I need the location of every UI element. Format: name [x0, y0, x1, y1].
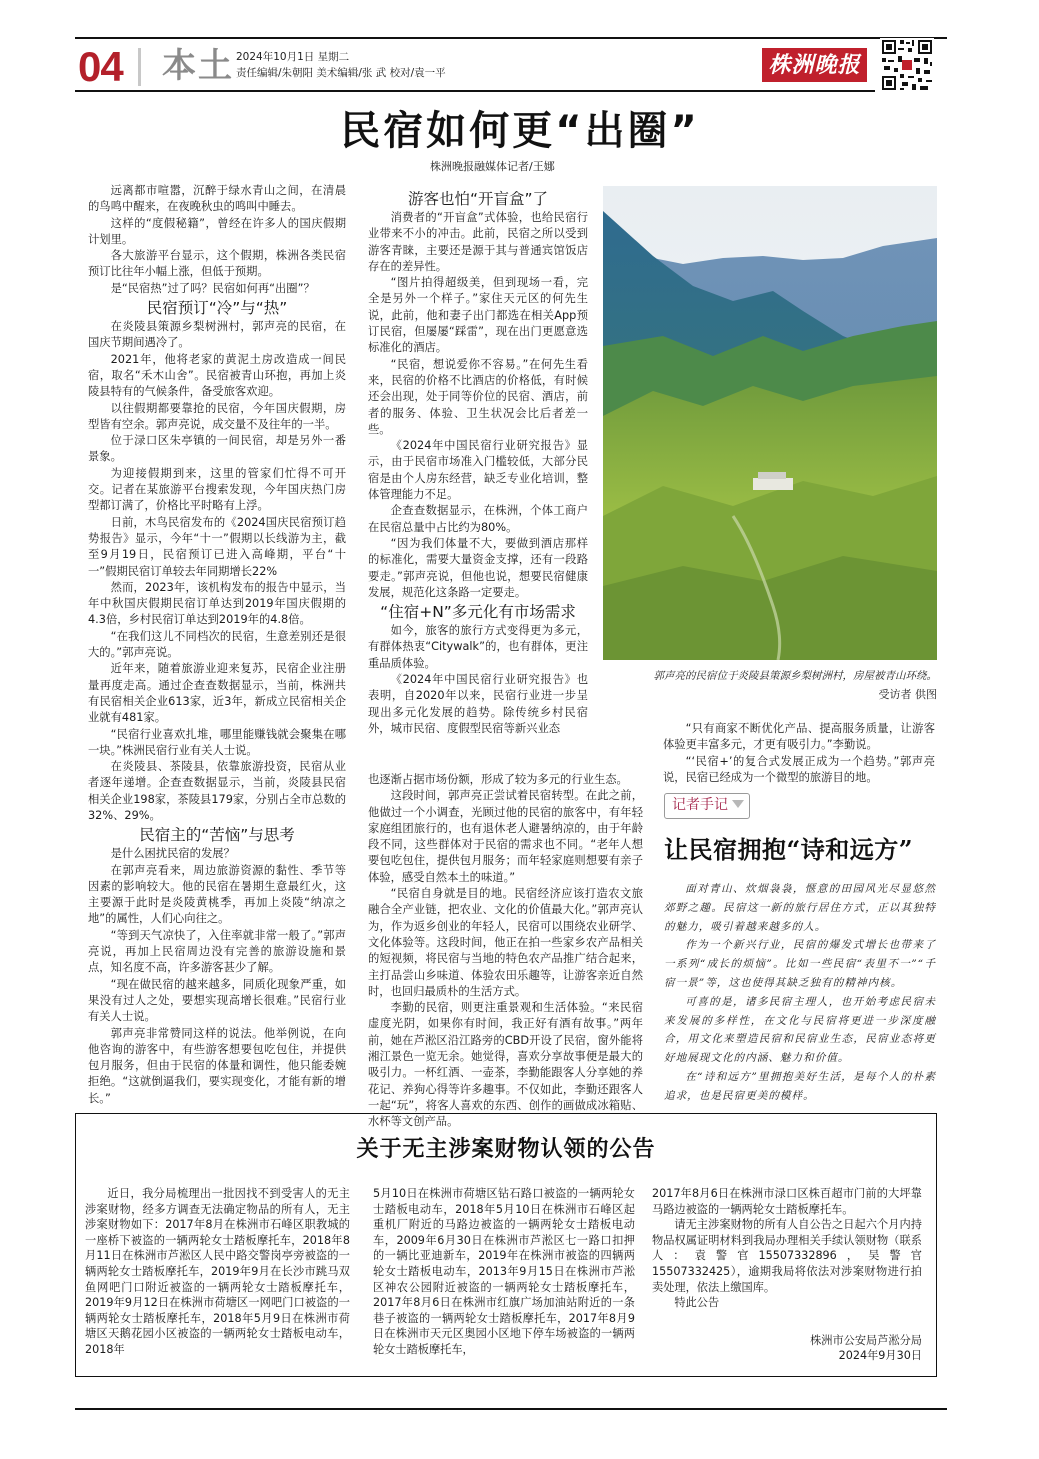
article-headline: 民宿如何更“出圈”: [340, 108, 700, 154]
paragraph: 这段时间，郭声亮正尝试着民宿转型。在此之前，他做过一个小调查，光顾过他的民宿的旅客中，有年轻家庭组团旅行的，也有退休老人避暑纳凉的，由于年龄段不同，这些群体对于民宿的需求也不同。“老年人想要包吃包住，提供包月服务；而年轻家庭则想要有亲子体验，感受自然本土的味道。”: [368, 789, 643, 884]
masthead-bottom-rule: [75, 90, 875, 92]
article-byline: 株洲晚报融媒体记者/王娜: [430, 160, 555, 173]
editor-credits: 责任编辑/朱朝阳 美术编辑/张 武 校对/袁一平: [236, 67, 446, 79]
paragraph: 作为一个新兴行业，民宿的爆发式增长也带来了一系列“成长的烦恼”。比如一些民宿“表里不一”“千宿一景”等，这也使得其缺乏独有的精神内核。: [664, 939, 936, 989]
reporter-note-label: 记者手记: [672, 797, 728, 813]
paragraph: 为迎接假期到来，这里的管家们忙得不可开交。记者在某旅游平台搜索发现，今年国庆热门房型都订满了，价格比平时略有上浮。: [88, 466, 346, 513]
notice-closing: 特此公告: [674, 1296, 720, 1310]
section-heading: 民宿主的“苦恼”与思考: [139, 826, 295, 845]
triangle-down-icon: [732, 800, 744, 808]
paragraph: 是“民宿热”过了吗？民宿如何再“出圈”？: [110, 281, 315, 295]
photo-caption: 郭声亮的民宿位于炎陵县策源乡梨树洲村，房屋被青山环绕。: [653, 670, 937, 682]
paragraph: 郭声亮非常赞同这样的说法。他举例说，在向他咨询的游客中，有些游客想要包吃包住，并提供包月服务，但由于民宿的体量和调性，他只能委婉拒绝。“这就倒逼我们，要实现变化，才能有新的增长。”: [88, 1026, 346, 1105]
paragraph: “‘民宿+’的复合式发展正成为一个趋势。”郭声亮说，民宿已经成为一个微型的旅游目的地。: [663, 754, 935, 784]
paragraph: 可喜的是，诸多民宿主理人，也开始考虑民宿未来发展的多样性，在文化与民宿将更进一步深度融合，用文化来塑造民宿和民宿业生态，民宿业态将更好地展现文化的内涵、魅力和价值。: [664, 995, 936, 1065]
spacer: [652, 1311, 922, 1333]
paragraph: 近年来，随着旅游业迎来复苏，民宿企业注册量再度走高。通过企查查数据显示，当前，株洲共有民宿相关企业613家，近3年，新成立民宿相关企业就有481家。: [88, 662, 346, 725]
masthead-divider: [138, 48, 141, 86]
reporter-note-title: 让民宿拥抱“诗和远方”: [664, 835, 914, 864]
paragraph: 2021年，他将老家的黄泥土房改造成一间民宿，取名“禾木山舍”。民宿被青山环抱，再加上炎陵县特有的气候条件，备受旅客欢迎。: [88, 352, 346, 399]
paragraph: 远离都市喧嚣，沉醉于绿水青山之间，在清晨的鸟鸣中醒来，在夜晚秋虫的鸣叫中睡去。: [88, 184, 346, 214]
paragraph: 近日，我分局梳理出一批因找不到受害人的无主涉案财物，经多方调查无法确定物品的所有人，无主涉案财物如下：2017年8月在株洲市石峰区职教城的一座桥下被盗的一辆两轮女士踏板摩托车，2018年8月11日在株洲市芦淞区人民中路交警岗亭旁被盗的一辆两轮女士踏板摩托车，2019年9月在长沙市跳马双鱼网吧门口附近被盗的一辆两轮女士踏板摩托车，2019年9月12日在株洲市荷塘区一网吧门口被盗的一辆两轮女士踏板摩托车，2018年5月9日在株洲市荷塘区天鹅花园小区被盗的一辆两轮女士踏板电动车，2018年: [85, 1187, 350, 1356]
reporter-note-body: [664, 880, 936, 1106]
paragraph: 请无主涉案财物的所有人自公告之日起六个月内持物品权属证明材料到我局办理相关手续认领财物（联系人：袁警官15507332896，吴警官15507332425），逾期我局将依法对涉案财物进行拍卖处理，依法上缴国库。: [652, 1218, 922, 1294]
paragraph: “只有商家不断优化产品、提高服务质量，让游客体验更丰富多元，才更有吸引力。”李勤说。: [663, 722, 935, 752]
issue-date: 2024年10月1日 星期二: [236, 51, 350, 63]
mountain-landscape-photo: [603, 186, 937, 660]
notice-title: 关于无主涉案财物认领的公告: [356, 1137, 656, 1162]
section-name: 本土: [162, 46, 234, 86]
notice-column-2: [373, 1186, 635, 1358]
paragraph: 各大旅游平台显示，这个假期，株洲各类民宿预订比往年小幅上涨，但低于预期。: [88, 249, 346, 279]
paragraph: “民宿，想说爱你不容易。”在何先生看来，民宿的价格不比酒店的价格低，有时候还会出现，处于同等价位的民宿、酒店，前者的服务、体验、卫生状况会比后者差一些。: [368, 357, 588, 436]
article-column-1: [88, 183, 346, 1107]
paragraph: 面对青山、炊烟袅袅，惬意的田园风光尽显悠然郊野之趣。民宿这一新的旅行居住方式，正以其独特的魅力，吸引着越来越多的人。: [664, 883, 936, 933]
paragraph: 这样的“度假秘籍”，曾经在许多人的国庆假期计划里。: [88, 216, 346, 246]
paragraph: “民宿自身就是目的地。民宿经济应该打造农文旅融合全产业链，把农业、文化的价值最大化。”郭声亮认为，作为返乡创业的年轻人，民宿可以围绕农业研学、文化体验等。这段时间，他正在拍一些家乡农产品相关的短视频，将民宿与当地的特色农产品推广结合起来，主打品尝山乡味道、体验农田乐趣等，让游客亲近自然时，也回归最质朴的生活方式。: [368, 887, 643, 998]
paragraph: “在我们这儿不同档次的民宿，生意差别还是很大的。”郭声亮说。: [88, 629, 346, 660]
paragraph: 以往假期都要靠抢的民宿，今年国庆假期，房型皆有空余。郭声亮说，成交量不及往年的一半。: [88, 401, 346, 431]
paragraph: 《2024年中国民宿行业研究报告》显示，由于民宿市场准入门槛较低，大部分民宿是由个人房东经营，缺乏专业化培训，整体管理能力不足。: [368, 439, 588, 502]
paragraph: 也逐渐占据市场份额，形成了较为多元的行业生态。: [368, 773, 628, 786]
paragraph: 如今，旅客的旅行方式变得更为多元，有群体热衷“Citywalk”的，也有群体，更注重品质体验。: [368, 624, 588, 670]
notice-date: 2024年9月30日: [838, 1349, 922, 1363]
paragraph: “图片拍得超级美，但到现场一看，完全是另外一个样子。”家住天元区的何先生说，此前，他和妻子出门都选在相关App预订民宿，但屡屡“踩雷”，现在出门更愿意选标准化的酒店。: [368, 276, 588, 355]
paragraph: “民宿行业喜欢扎堆，哪里能赚钱就会聚集在哪一块。”株洲民宿行业有关人士说。: [88, 727, 346, 757]
paragraph: 企查查数据显示，在株洲，个体工商户在民宿总量中占比约为80%。: [368, 504, 588, 534]
paragraph: 在炎陵县、茶陵县，依靠旅游投资，民宿从业者逐年递增。企查查数据显示，当前，炎陵县民宿相关企业198家，茶陵县179家，分别占全市总数的32%、29%。: [88, 760, 346, 822]
paragraph: 日前，木鸟民宿发布的《2024国庆民宿预订趋势报告》显示，今年“十一”假期以长线游为主，截至9月19日，民宿预订已进入高峰期，平台“十一”假期民宿订单较去年同期增长22%: [88, 515, 346, 578]
paragraph: 在“诗和远方”里拥抱美好生活，是每个人的朴素追求，也是民宿更美的模样。: [664, 1070, 936, 1102]
paragraph: 消费者的“开盲盒”式体验，也给民宿行业带来不小的冲击。此前，民宿之所以受到游客青睐，主要还是源于其与普通宾馆饭店存在的差异性。: [368, 211, 588, 273]
notice-column-1: [85, 1186, 350, 1358]
paragraph: 《2024年中国民宿行业研究报告》也表明，自2020年以来，民宿行业进一步呈现出多元化发展的趋势。除传统乡村民宿外，城市民宿、度假型民宿等新兴业态: [368, 673, 588, 735]
paragraph: 在炎陵县策源乡梨树洲村，郭声亮的民宿，在国庆节期间遇冷了。: [88, 320, 346, 350]
section-heading: 游客也怕“开盲盒”了: [407, 190, 549, 208]
paragraph: 位于渌口区朱亭镇的一间民宿，却是另外一番景象。: [88, 434, 346, 464]
page-number: 04: [78, 43, 123, 90]
qr-code-icon[interactable]: [880, 38, 934, 92]
photo-credit: 受访者 供图: [878, 688, 937, 701]
paragraph: “现在做民宿的越来越多，同质化现象严重，如果没有过人之处，要想实现高增长很难。”民宿行业有关人士说。: [88, 977, 346, 1024]
section-heading: 民宿预订“冷”与“热”: [146, 299, 288, 318]
masthead-top-rule: [75, 37, 947, 39]
article-column-2: [368, 188, 588, 737]
paragraph: 然而，2023年，该机构发布的报告中显示，当年中秋国庆假期民宿订单达到2019年国庆假期的4.3倍，乡村民宿订单达到2019年的4.8倍。: [88, 580, 346, 627]
paragraph: “因为我们体量不大，要做到酒店那样的标准化，需要大量资金支撑，还有一段路要走。”郭声亮说，但他也说，想要民宿健康发展，规范化这条路一定要走。: [368, 536, 588, 599]
newspaper-logo: 株洲晚报: [762, 48, 867, 82]
paragraph: 李勤的民宿，则更注重景观和生活体验。“来民宿虚度光阴，如果你有时间，我正好有酒有故事。”两年前，她在芦淞区沿江路旁的CBD开设了民宿，窗外能将湘江景色一览无余。她觉得，喜欢分享故事便是最大的吸引力。一杯红酒、一壶茶，李勤能跟客人分享她的养花记、养狗心得等许多趣事。不仅如此，李勤还跟客人一起“玩”，将客人喜欢的东西、创作的画做成冰箱贴、水杯等文创产品。: [368, 1001, 643, 1129]
notice-column-3: [652, 1186, 922, 1364]
article-column-2-continued: [368, 772, 643, 1131]
paragraph: 2017年8月6日在株洲市渌口区株百超市门前的大坪靠马路边被盗的一辆两轮女士踏板摩托车。: [652, 1187, 922, 1216]
section-heading: “住宿+N”多元化有市场需求: [380, 603, 576, 622]
paragraph: 在郭声亮看来，周边旅游资源的黏性、季节等因素的影响较大。他的民宿在暑期生意最红火，这主要源于此时是炎陵黄桃季，再加上炎陵“纳凉之地”的属性，人们心向往之。: [88, 863, 346, 926]
paragraph: 是什么困扰民宿的发展？: [110, 847, 235, 861]
article-column-3: [663, 721, 935, 786]
paragraph: “等到天气凉快了，入住率就非常一般了。”郭声亮说，再加上民宿周边没有完善的旅游设施和景点，知名度不高，许多游客甚少了解。: [88, 928, 346, 975]
notice-issuer: 株洲市公安局芦淞分局: [810, 1333, 922, 1347]
footer-rule: [75, 1408, 947, 1410]
paragraph: 5月10日在株洲市荷塘区钻石路口被盗的一辆两轮女士踏板电动车，2018年5月10日在株洲市石峰区起重机厂附近的马路边被盗的一辆两轮女士踏板电动车，2009年6月30日在株洲市芦淞区七一路口扣押的一辆比亚迪新车，2019年在株洲市被盗的四辆两轮女士踏板电动车，2013年9月15日在株洲市芦淞区神农公园附近被盗的一辆两轮女士踏板摩托车，2017年8月6日在株洲市红旗广场加油站附近的一条巷子被盗的一辆两轮女士踏板摩托车，2017年8月9日在株洲市天元区奥园小区地下停车场被盗的一辆两轮女士踏板摩托车，: [373, 1187, 635, 1356]
